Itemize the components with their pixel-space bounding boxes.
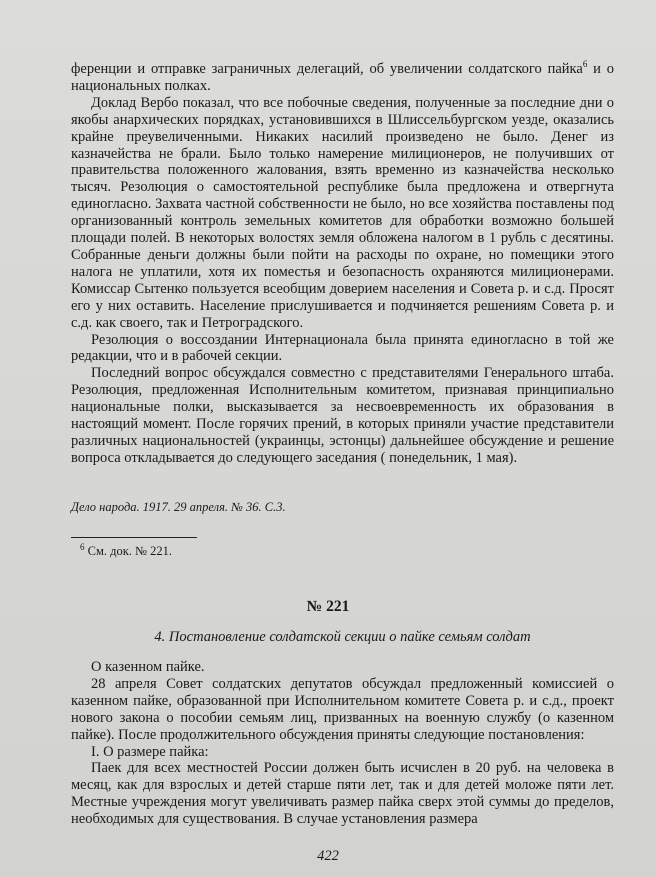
upper-text-block	[71, 61, 614, 467]
source-citation: Дело народа. 1917. 29 апреля. № 36. С.3.	[71, 500, 286, 514]
paragraph-text-tail: и о национальных полках.	[71, 61, 615, 94]
paragraph-text: ференции и отправке заграничных делегаций, об увеличении солдатского пайка	[71, 61, 583, 77]
footnote-mark: 6	[80, 541, 85, 552]
page-number: 422	[317, 848, 339, 864]
paragraph: Доклад Вербо показал, что все побочные сведения, полученные за последние дни о якобы анархических порядках, установившихся в Шлиссельбургском уезде, оказались крайне преувеличенными. Никаких насилий произведено не было. Денег из казначейства не брали. Было только намерение милиционеров, не получивших от правительства положенного жалования, взять временно из казначейства несколько тысяч. Резолюция о самостоятельной республике была предложена и отвергнута единогласно. Захвата частной собственности не было, но все хозяйства поставлены под организованный контроль земельных комитетов для обработки возможно большей площади полей. В некоторых волостях земля обложена налогом в 1 рубль с десятины. Собранные деньги должны были пойти на расходы по охране, но помещики этого налога не уплатили, хотя их поместья и безопасность охраняются милиционерами. Комиссар Сытенко пользуется всеобщим доверием населения и Совета р. и с.д. Просят его у них оставить. Население прислушивается и подчиняется решениям Совета р. и с.д. как своего, так и Петроградского.	[71, 94, 614, 331]
paragraph	[71, 61, 614, 95]
footnote	[80, 541, 172, 559]
document-number: № 221	[306, 598, 350, 615]
paragraph: 28 апреля Совет солдатских депутатов обсуждал предложенный комиссией о казенном пайке, образованной при Исполнительном комитете Совета р. и с.д., проект нового закона о пособии семьям лиц, призванных на военную службу (о казенном пайке). После продолжительного обсуждения приняты следующие постановления:	[71, 675, 614, 743]
paragraph: Резолюция о воссоздании Интернационала была принята единогласно в той же редакции, что и в рабочей секции.	[71, 331, 614, 365]
footnote-text: См. док. № 221.	[84, 544, 172, 558]
footnote-divider	[71, 537, 197, 538]
paragraph: Паек для всех местностей России должен быть исчислен в 20 руб. на человека в месяц, как для взрослых и детей старше пяти лет, так и для детей моложе пяти лет. Местные учреждения могут увеличивать размер пайка сверх этой суммы до пределов, необходимых для существования. В случае установления размера	[71, 760, 614, 828]
paragraph: I. О размере пайка:	[91, 743, 209, 760]
document-title: 4. Постановление солдатской секции о пайке семьям солдат	[154, 629, 531, 645]
paragraph: О казенном пайке.	[91, 659, 205, 675]
paragraph: Последний вопрос обсуждался совместно с представителями Генерального штаба. Резолюция, предложенная Исполнительным комитетом, признавая принципиально национальные полки, высказывается за несвоевременность их образования в настоящий момент. После горячих прений, в которых приняли участие представители различных национальностей (украинцы, эстонцы) дальнейшее обсуждение и решение вопроса откладывается до следующего заседания ( понедельник, 1 мая).	[71, 365, 614, 466]
footnote-marker: 6	[582, 59, 588, 70]
lower-text-block	[71, 659, 614, 828]
